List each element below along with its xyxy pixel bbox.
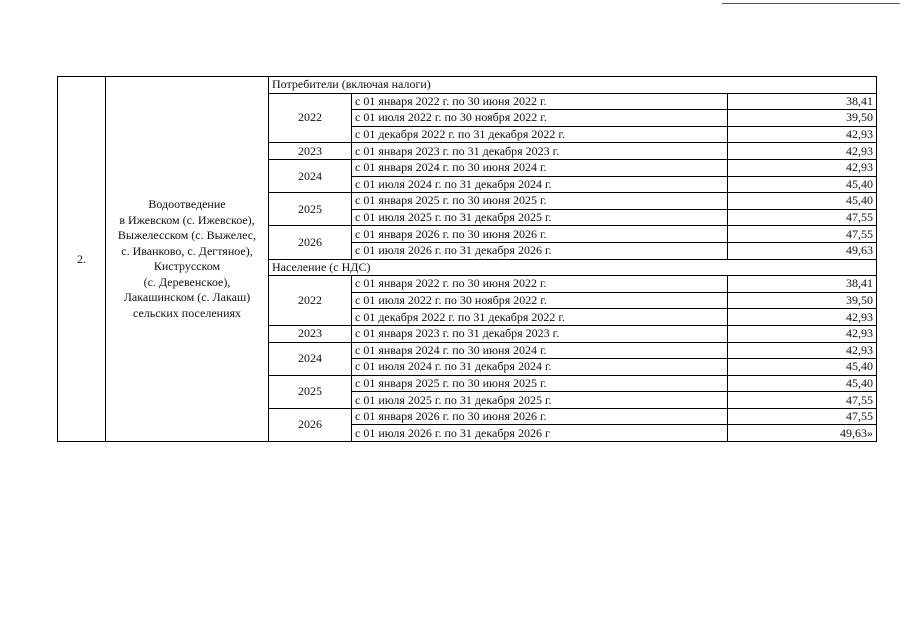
tariff-value-cell: 42,93 (728, 126, 877, 143)
period-cell: с 01 июля 2024 г. по 31 декабря 2024 г. (352, 359, 728, 376)
period-cell: с 01 июля 2022 г. по 30 ноября 2022 г. (352, 110, 728, 127)
tariff-value-cell: 49,63» (728, 425, 877, 442)
tariff-value-cell: 47,55 (728, 226, 877, 243)
tariff-value-cell: 38,41 (728, 276, 877, 293)
year-cell: 2025 (269, 193, 352, 226)
header-rule (722, 3, 900, 4)
year-cell: 2023 (269, 325, 352, 342)
period-cell: с 01 января 2026 г. по 30 июня 2026 г. (352, 226, 728, 243)
service-description-line: Водоотведение (148, 197, 226, 212)
period-cell: с 01 июля 2025 г. по 31 декабря 2025 г. (352, 209, 728, 226)
period-cell: с 01 июля 2026 г. по 31 декабря 2026 г (352, 425, 728, 442)
year-cell: 2022 (269, 276, 352, 326)
service-description-line: сельских поселениях (132, 305, 242, 320)
period-cell: с 01 июля 2026 г. по 31 декабря 2026 г. (352, 242, 728, 259)
service-description-line: Лакашинском (с. Лакаш) (123, 290, 251, 305)
period-cell: с 01 января 2025 г. по 30 июня 2025 г. (352, 193, 728, 210)
period-cell: с 01 января 2024 г. по 30 июня 2024 г. (352, 159, 728, 176)
year-cell: 2025 (269, 375, 352, 408)
tariff-value-cell: 45,40 (728, 176, 877, 193)
section-header-row (58, 77, 877, 94)
year-cell: 2024 (269, 342, 352, 375)
period-cell: с 01 января 2022 г. по 30 июня 2022 г. (352, 276, 728, 293)
period-cell: с 01 июля 2022 г. по 30 ноября 2022 г. (352, 292, 728, 309)
section-title: Население (с НДС) (269, 259, 877, 276)
service-description-line: (с. Деревенское), (143, 274, 231, 289)
tariff-table-body (58, 77, 877, 442)
period-cell: с 01 декабря 2022 г. по 31 декабря 2022 г. (352, 309, 728, 326)
period-cell: с 01 января 2026 г. по 30 июня 2026 г. (352, 408, 728, 425)
period-cell: с 01 января 2024 г. по 30 июня 2024 г. (352, 342, 728, 359)
period-cell: с 01 января 2022 г. по 30 июня 2022 г. (352, 93, 728, 110)
tariff-value-cell: 38,41 (728, 93, 877, 110)
tariff-value-cell: 39,50 (728, 110, 877, 127)
period-cell: с 01 января 2023 г. по 31 декабря 2023 г. (352, 325, 728, 342)
tariff-value-cell: 47,55 (728, 209, 877, 226)
period-cell: с 01 июля 2025 г. по 31 декабря 2025 г. (352, 392, 728, 409)
tariff-value-cell: 42,93 (728, 143, 877, 160)
year-cell: 2023 (269, 143, 352, 160)
tariff-value-cell: 39,50 (728, 292, 877, 309)
section-title: Потребители (включая налоги) (269, 77, 877, 94)
tariff-value-cell: 45,40 (728, 375, 877, 392)
period-cell: с 01 января 2023 г. по 31 декабря 2023 г. (352, 143, 728, 160)
service-description-line: Киструсском (153, 259, 221, 274)
tariff-value-cell: 47,55 (728, 408, 877, 425)
service-description-line: Выжелесском (с. Выжелес, (117, 228, 257, 243)
tariff-value-cell: 42,93 (728, 309, 877, 326)
year-cell: 2026 (269, 408, 352, 441)
period-cell: с 01 июля 2024 г. по 31 декабря 2024 г. (352, 176, 728, 193)
service-description-line: с. Иванково, с. Дегтяное), (121, 243, 253, 258)
tariff-value-cell: 42,93 (728, 325, 877, 342)
service-description-line: в Ижевском (с. Ижевское), (119, 212, 255, 227)
period-cell: с 01 декабря 2022 г. по 31 декабря 2022 г. (352, 126, 728, 143)
row-number: 2. (58, 77, 106, 442)
tariff-value-cell: 47,55 (728, 392, 877, 409)
service-description (106, 77, 269, 442)
year-cell: 2022 (269, 93, 352, 143)
year-cell: 2026 (269, 226, 352, 259)
period-cell: с 01 января 2025 г. по 30 июня 2025 г. (352, 375, 728, 392)
tariff-value-cell: 45,40 (728, 359, 877, 376)
tariff-value-cell: 42,93 (728, 342, 877, 359)
tariff-value-cell: 42,93 (728, 159, 877, 176)
tariff-value-cell: 45,40 (728, 193, 877, 210)
tariff-table (57, 76, 877, 442)
year-cell: 2024 (269, 159, 352, 192)
tariff-value-cell: 49,63 (728, 242, 877, 259)
